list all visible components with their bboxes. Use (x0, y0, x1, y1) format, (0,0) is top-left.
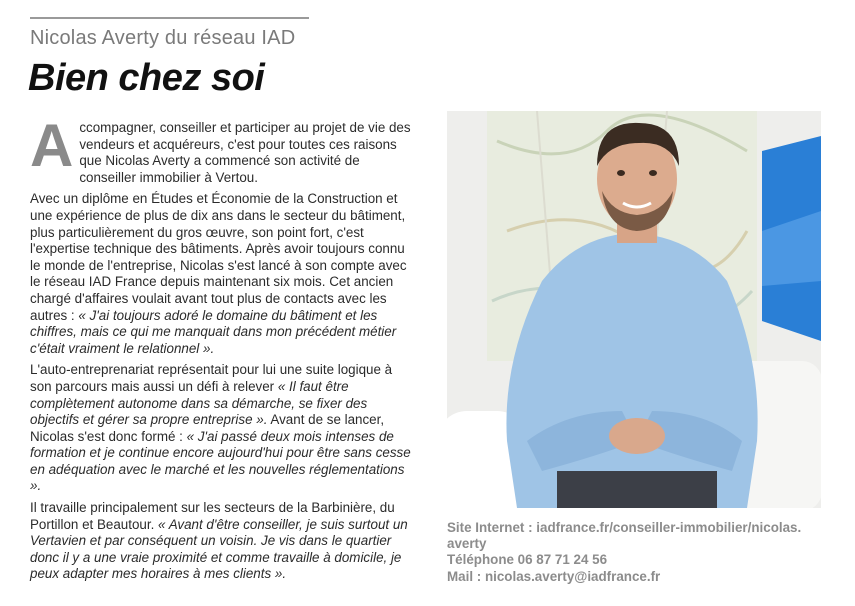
paragraph-4-quote: « Avant d'être conseiller, je suis surtout un Vertavien et par conséquent un voisin. Je vis dans le quartier donc il y a une vraie proximité et comme travaille à domicile, je peux adapter mes horaires à mes clients ». (30, 516, 408, 582)
paragraph-4-text: Il travaille principalement sur les secteurs de la Barbinière, du Portillon et Beautour. (30, 500, 395, 532)
article-title: Bien chez soi (28, 57, 265, 99)
website-line-2: averty (447, 536, 487, 552)
paragraph-3-text: L'auto-entreprenariat représentait pour lui une suite logique à son parcours mais aussi un défi à relever (30, 362, 393, 394)
paragraph-3 (30, 362, 414, 495)
paragraph-1 (30, 112, 414, 186)
website-line-1: Site Internet : iadfrance.fr/conseiller-immobilier/nicolas. (447, 520, 802, 535)
mail-line: Mail : nicolas.averty@iadfrance.fr (447, 568, 661, 584)
paragraph-3-text-2: Avant de se lancer, Nicolas s'est donc formé : (30, 412, 385, 444)
paragraph-2-text: Avec un diplôme en Études et Économie de la Construction et une expérience de plus de dix ans dans le secteur du bâtiment, plus particulièrement du gros œuvre, son point fort, c'est l'expertise technique des bâtiments. Après avoir toujours connu le monde de l'entreprise, Nicolas s'est lancé à son compte avec le réseau IAD France depuis maintenant six mois. Cet ancien chargé d'affaires voulait avant tout plus de contacts avec les autres : (30, 191, 407, 323)
paragraph-2 (30, 191, 414, 357)
paragraph-4 (30, 500, 414, 583)
article-kicker: Nicolas Averty du réseau IAD (30, 27, 296, 49)
header-rule (30, 17, 309, 19)
paragraph-3-quote-2: « J'ai passé deux mois intenses de formation et je continue encore aujourd'hui pour être sans cesse en adéquation avec le marché et les nouvelles réglementations ». (30, 428, 411, 494)
article-body (30, 112, 414, 588)
drop-cap: A (30, 112, 74, 179)
portrait-illustration (447, 111, 821, 508)
portrait-photo (447, 111, 821, 508)
phone-line: Téléphone 06 87 71 24 56 (447, 552, 608, 568)
paragraph-2-quote: « J'ai toujours adoré le domaine du bâtiment et les chiffres, mais ce qui me manquait dans mon précédent métier c'était vraiment le relationnel ». (30, 307, 397, 356)
paragraph-1-text: ccompagner, conseiller et participer au projet de vie des vendeurs et acquéreurs, c'est pour toutes ces raisons que Nicolas Averty a commencé son activité de conseiller immobilier à Vertou. (79, 120, 411, 185)
contact-info (447, 520, 827, 585)
paragraph-3-quote: « Il faut être complètement autonome dans sa démarche, se fixer des objectifs et gérer sa propre entreprise ». (30, 378, 368, 428)
